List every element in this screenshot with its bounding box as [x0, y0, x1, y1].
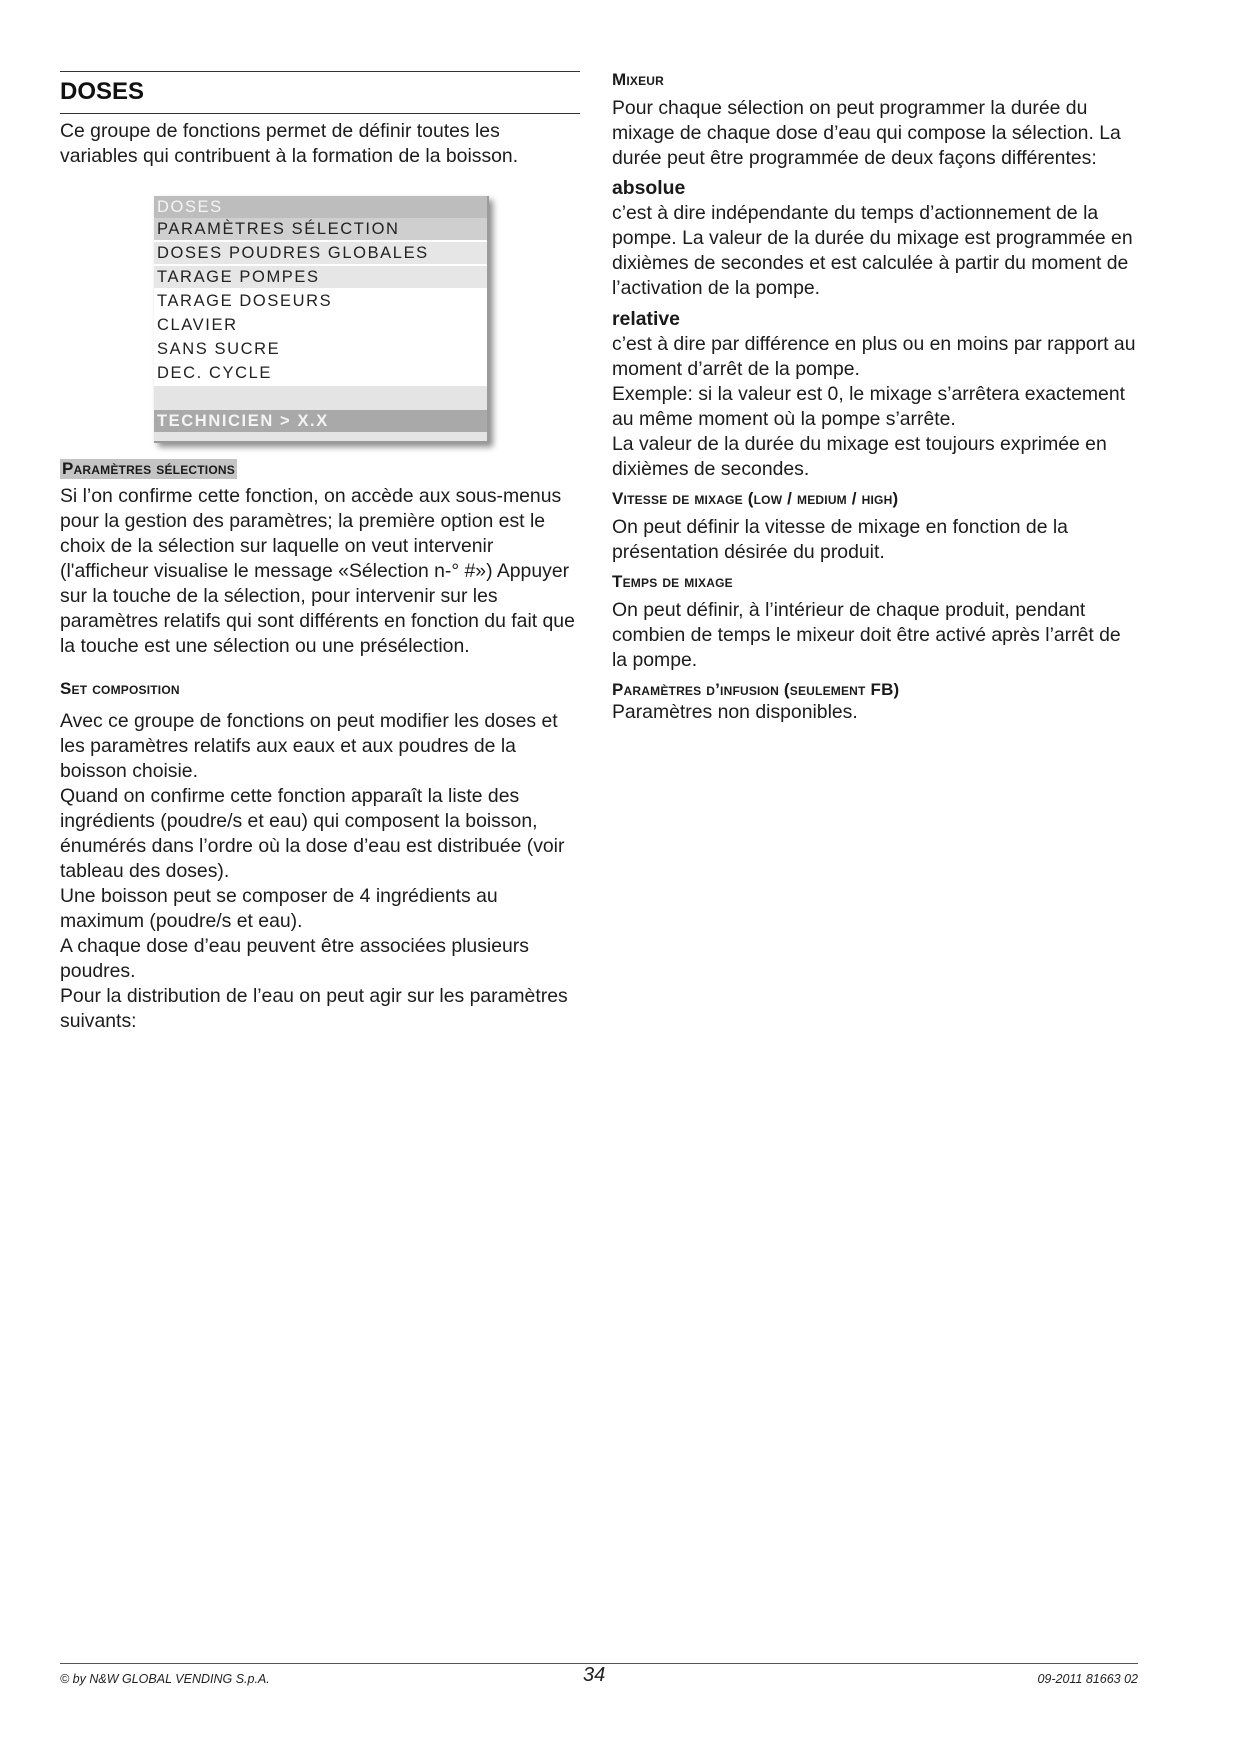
lcd-item[interactable]: DOSES POUDRES GLOBALES	[154, 242, 487, 264]
relative-body: La valeur de la durée du mixage est toujours exprimée en dixièmes de secondes.	[612, 433, 1107, 480]
paragraph: A chaque dose d’eau peuvent être associées plusieurs poudres.	[60, 935, 529, 982]
lcd-item[interactable]: DEC. CYCLE	[157, 364, 273, 382]
paragraph: Quand on confirme cette fonction apparaît la liste des ingrédients (poudre/s et eau) qui composent la boisson, énumérés dans l’ordre où la dose d’eau est distribuée (voir tableau des doses).	[60, 785, 565, 882]
page-number: 34	[583, 1664, 606, 1686]
paragraph: Pour la distribution de l’eau on peut agir sur les paramètres suivants:	[60, 985, 568, 1032]
mixeur-body: Pour chaque sélection on peut programmer la durée du mixage de chaque dose d’eau qui compose la sélection. La durée peut être programmée de deux façons différentes:	[612, 97, 1121, 169]
absolue-term: absolue	[612, 177, 686, 199]
set-composition-body	[60, 709, 580, 1034]
infusion-heading: Paramètres d’infusion (seulement FB)	[612, 680, 900, 699]
right-column	[612, 70, 1137, 725]
paragraph: Avec ce groupe de fonctions on peut modifier les doses et les paramètres relatifs aux eaux et aux poudres de la boisson choisie.	[60, 710, 558, 782]
infusion-body: Paramètres non disponibles.	[612, 701, 858, 723]
footer-copyright: © by N&W GLOBAL VENDING S.p.A.	[60, 1672, 270, 1686]
title-top-rule	[60, 71, 580, 72]
temps-body: On peut définir, à l’intérieur de chaque produit, pendant combien de temps le mixeur doit être activé après l’arrêt de la pompe.	[612, 599, 1121, 671]
relative-body: Exemple: si la valeur est 0, le mixage s’arrêtera exactement au même moment où la pompe s’arrête.	[612, 383, 1125, 430]
relative-body: c’est à dire par différence en plus ou en moins par rapport au moment d’arrêt de la pompe.	[612, 333, 1136, 380]
document-code: 09-2011 81663 02	[1037, 1672, 1138, 1686]
lcd-item-selected[interactable]: PARAMÈTRES SÉLECTION	[154, 218, 487, 240]
mixeur-heading: Mixeur	[612, 70, 665, 89]
params-selection-heading: Paramètres sélections	[62, 459, 235, 478]
paragraph: Une boisson peut se composer de 4 ingrédients au maximum (poudre/s et eau).	[60, 885, 498, 932]
lcd-header: DOSES	[154, 196, 487, 218]
lcd-item[interactable]: CLAVIER	[157, 316, 238, 334]
title-bottom-rule	[60, 113, 580, 114]
params-selection-body: Si l’on confirme cette fonction, on accède aux sous-menus pour la gestion des paramètres; la première option est le choix de la sélection sur laquelle on veut intervenir (l'afficheur visualise le message «Sélection n-° #») Appuyer sur la touche de la sélection, pour intervenir sur les paramètres relatifs qui sont différents en fonction du fait que la touche est une sélection ou une présélection.	[60, 485, 575, 657]
lcd-menu-display	[154, 196, 489, 443]
lcd-item[interactable]: TARAGE POMPES	[154, 266, 487, 288]
temps-heading: Temps de mixage	[612, 572, 733, 591]
vitesse-body: On peut définir la vitesse de mixage en fonction de la présentation désirée du produit.	[612, 516, 1068, 563]
set-composition-heading: Set composition	[60, 679, 180, 698]
vitesse-heading: Vitesse de mixage (low / medium / high)	[612, 489, 899, 508]
lcd-footer: TECHNICIEN > X.X	[154, 410, 487, 432]
lcd-item[interactable]: SANS SUCRE	[157, 340, 281, 358]
left-column-lower	[60, 459, 580, 1034]
lcd-item[interactable]: TARAGE DOSEURS	[157, 292, 333, 310]
intro-paragraph: Ce groupe de fonctions permet de définir toutes les variables qui contribuent à la formation de la boisson.	[60, 120, 519, 167]
relative-term: relative	[612, 308, 680, 330]
section-title: DOSES	[60, 78, 145, 105]
absolue-body: c’est à dire indépendante du temps d’actionnement de la pompe. La valeur de la durée du mixage est programmée en dixièmes de secondes et est calculée à partir du moment de l’activation de la pompe.	[612, 202, 1133, 299]
